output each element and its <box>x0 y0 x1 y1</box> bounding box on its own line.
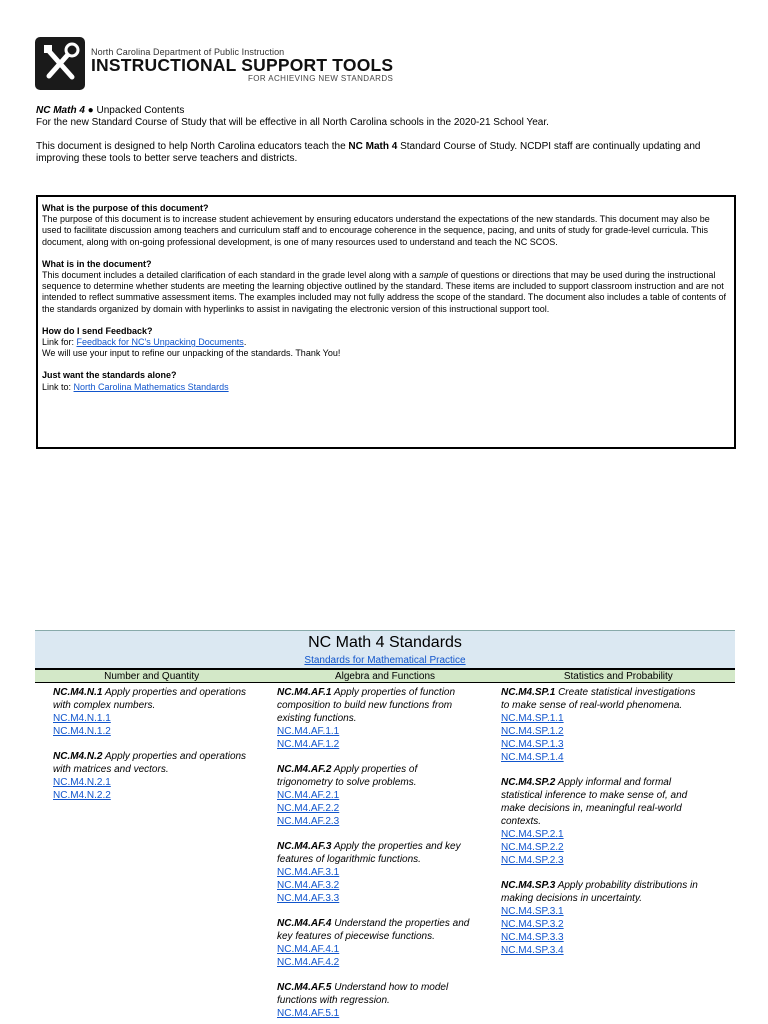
standard-link[interactable]: NC.M4.AF.4.1 <box>277 944 340 955</box>
standard-link[interactable]: NC.M4.AF.3.1 <box>277 867 340 878</box>
contents-answer: This document includes a detailed clarification of each standard in the grade level along with a sample of questions or directions that may be used during the instructional sequence to determine whether students are meeting the learning objective outlined by the standard. These items are included to support classroom instruction and are not intended to reflect summative assessment items. The examples included may not fully address the scope of the standard. The document also includes a table of contents of the standards organized by domain with hyperlinks to assist in navigating the electronic version of this instructional support tool. <box>42 270 727 314</box>
purpose-question: What is the purpose of this document? <box>42 203 209 213</box>
standard-code: NC.M4.AF.5 <box>277 982 332 993</box>
standard-link[interactable]: NC.M4.SP.3.2 <box>501 919 564 930</box>
standard-link[interactable]: NC.M4.SP.1.3 <box>501 739 564 750</box>
standard-code: NC.M4.SP.1 <box>501 687 556 698</box>
practice-link[interactable]: Standards for Mathematical Practice <box>35 654 735 668</box>
doc-heading: NC Math 4 ● Unpacked Contents <box>36 105 185 116</box>
effective-note: For the new Standard Course of Study that will be effective in all North Carolina schools in the 2020-21 School Year. <box>36 117 549 128</box>
standard-link[interactable]: NC.M4.N.1.2 <box>53 726 111 737</box>
standard-code: NC.M4.AF.4 <box>277 918 332 929</box>
standard-link[interactable]: NC.M4.SP.3.1 <box>501 906 564 917</box>
standard-description <box>53 750 257 776</box>
standard-description <box>501 776 705 828</box>
standard-link[interactable]: NC.M4.SP.1.4 <box>501 752 564 763</box>
standard-description <box>277 917 471 943</box>
standard-group <box>53 686 257 738</box>
standard-link[interactable]: NC.M4.AF.5.1 <box>277 1008 340 1019</box>
standard-text: Apply properties of trigonometry to solve problems. <box>277 764 418 788</box>
standard-text: Apply probability distributions in making decisions in uncertainty. <box>501 880 698 904</box>
standard-link[interactable]: NC.M4.AF.3.2 <box>277 880 340 891</box>
standard-link[interactable]: NC.M4.N.2.2 <box>53 790 111 801</box>
standard-link[interactable]: NC.M4.N.1.1 <box>53 713 111 724</box>
standard-code: NC.M4.AF.2 <box>277 764 332 775</box>
standard-link[interactable]: NC.M4.SP.1.2 <box>501 726 564 737</box>
intro-section <box>36 105 736 165</box>
standard-group <box>501 686 705 764</box>
feedback-question: How do I send Feedback? <box>42 325 153 336</box>
standard-group <box>277 981 471 1020</box>
logo-subtitle: FOR ACHIEVING NEW STANDARDS <box>247 74 394 83</box>
standard-code: NC.M4.SP.2 <box>501 777 556 788</box>
standard-text: Understand the properties and key features of piecewise functions. <box>277 918 470 942</box>
standard-link[interactable]: NC.M4.AF.2.1 <box>277 790 340 801</box>
org-name: North Carolina Department of Public Instruction <box>91 47 285 57</box>
standard-group <box>501 879 705 957</box>
standards-title: NC Math 4 Standards <box>35 630 735 654</box>
standard-link[interactable]: NC.M4.SP.1.1 <box>501 713 564 724</box>
feedback-link[interactable]: Feedback for NC's Unpacking Documents <box>76 337 244 348</box>
standard-code: NC.M4.N.1 <box>53 687 103 698</box>
standard-link[interactable]: NC.M4.SP.2.1 <box>501 829 564 840</box>
standard-code: NC.M4.AF.3 <box>277 841 332 852</box>
header-statistics-probability: Statistics and Probability <box>563 671 673 682</box>
standard-group <box>501 776 705 867</box>
standard-link[interactable]: NC.M4.AF.2.3 <box>277 816 340 827</box>
standard-code: NC.M4.N.2 <box>53 751 103 762</box>
header-number-quantity: Number and Quantity <box>104 671 200 682</box>
standard-description <box>501 879 705 905</box>
standard-link[interactable]: NC.M4.SP.3.4 <box>501 945 564 956</box>
column-headers <box>35 668 735 683</box>
purpose-note: This document is designed to help North Carolina educators teach the NC Math 4 Standard Course of Study. NCDPI staff are continually updating and improving these tools to better serve teachers and districts. <box>36 141 701 164</box>
standard-link[interactable]: NC.M4.AF.2.2 <box>277 803 340 814</box>
standard-text: Apply properties of function composition to build new functions from existing functions. <box>277 687 456 724</box>
standard-group <box>277 763 471 828</box>
header-algebra-functions: Algebra and Functions <box>334 671 436 682</box>
standards-table <box>35 630 735 1024</box>
standard-text: Understand how to model functions with regression. <box>277 982 449 1006</box>
purpose-answer: The purpose of this document is to increase student achievement by ensuring educators understand the expectations of the new standards. This document may also be used to facilitate discussion among teachers and curriculum staff and to encourage coherence in the sequence, pacing, and units of study for grade-level curricula. This document, along with on-going professional development, is one of many resources used to understand and teach the NC SCOS. <box>42 214 710 247</box>
logo-title: INSTRUCTIONAL SUPPORT TOOLS <box>91 55 394 75</box>
column-number-quantity <box>35 683 257 1024</box>
standard-link[interactable]: NC.M4.AF.1.2 <box>277 739 340 750</box>
standards-link[interactable]: North Carolina Mathematics Standards <box>73 381 229 392</box>
tools-icon <box>35 37 85 90</box>
standard-group <box>277 917 471 969</box>
standard-description <box>277 686 471 725</box>
column-algebra-functions <box>257 683 481 1024</box>
standard-text: Apply informal and formal statistical inference to make sense of, and make decisions in, meaningful real-world contexts. <box>501 777 688 827</box>
standard-description <box>277 763 471 789</box>
standard-group <box>53 750 257 802</box>
standard-code: NC.M4.SP.3 <box>501 880 556 891</box>
standard-link[interactable]: NC.M4.SP.2.2 <box>501 842 564 853</box>
standard-group <box>277 686 471 751</box>
standard-link[interactable]: NC.M4.SP.2.3 <box>501 855 564 866</box>
standard-text: Apply the properties and key features of logarithmic functions. <box>277 841 461 865</box>
standard-link[interactable]: NC.M4.N.2.1 <box>53 777 111 788</box>
standards-question: Just want the standards alone? <box>42 370 177 381</box>
standard-link[interactable]: NC.M4.AF.1.1 <box>277 726 340 737</box>
contents-question: What is in the document? <box>42 258 152 269</box>
standard-link[interactable]: NC.M4.AF.3.3 <box>277 893 340 904</box>
standard-text: Apply properties and operations with complex numbers. <box>53 687 247 711</box>
standard-text: Apply properties and operations with matrices and vectors. <box>53 751 247 775</box>
standard-description <box>277 840 471 866</box>
standard-code: NC.M4.AF.1 <box>277 687 332 698</box>
standard-text: Create statistical investigations to make sense of real-world phenomena. <box>501 687 696 711</box>
header-logo <box>35 37 410 93</box>
standard-description <box>501 686 705 712</box>
column-statistics-probability <box>481 683 735 1024</box>
standard-group <box>277 840 471 905</box>
standard-description <box>277 981 471 1007</box>
standard-link[interactable]: NC.M4.AF.4.2 <box>277 957 340 968</box>
feedback-note: We will use your input to refine our unpacking of the standards. Thank You! <box>42 348 341 359</box>
standard-link[interactable]: NC.M4.SP.3.3 <box>501 932 564 943</box>
standard-description <box>53 686 257 712</box>
info-box: What is the purpose of this document? The purpose of this document is to increase student achievement by ensuring educators understand the expectations of the new standards. This document may also be used to facilitate discussion among teachers and curriculum staff and to encourage coherence in the sequence, pacing, and units of study for grade-level curricula. This document, along with on-going professional development, is one of many resources used to understand and teach the NC SCOS. What is in the document? This document includes a detailed clarification of each standard in the grade level along with a sample of questions or directions that may be used during the instructional sequence to determine whether students are meeting the learning objective outlined by the standard. These items are included to support classroom instruction and are not intended to reflect summative assessment items. The examples included may not fully address the scope of the standard. The document also includes a table of contents of the standards organized by domain with hyperlinks to assist in navigating the electronic version of this instructional support tool. How do I send Feedback? Link for: Feedback for NC's Unpacking Documents. We will use your input to refine our unpacking of the standards. Thank You! Just want the standards alone? Link to: North Carolina Mathematics Standards <box>36 195 736 449</box>
